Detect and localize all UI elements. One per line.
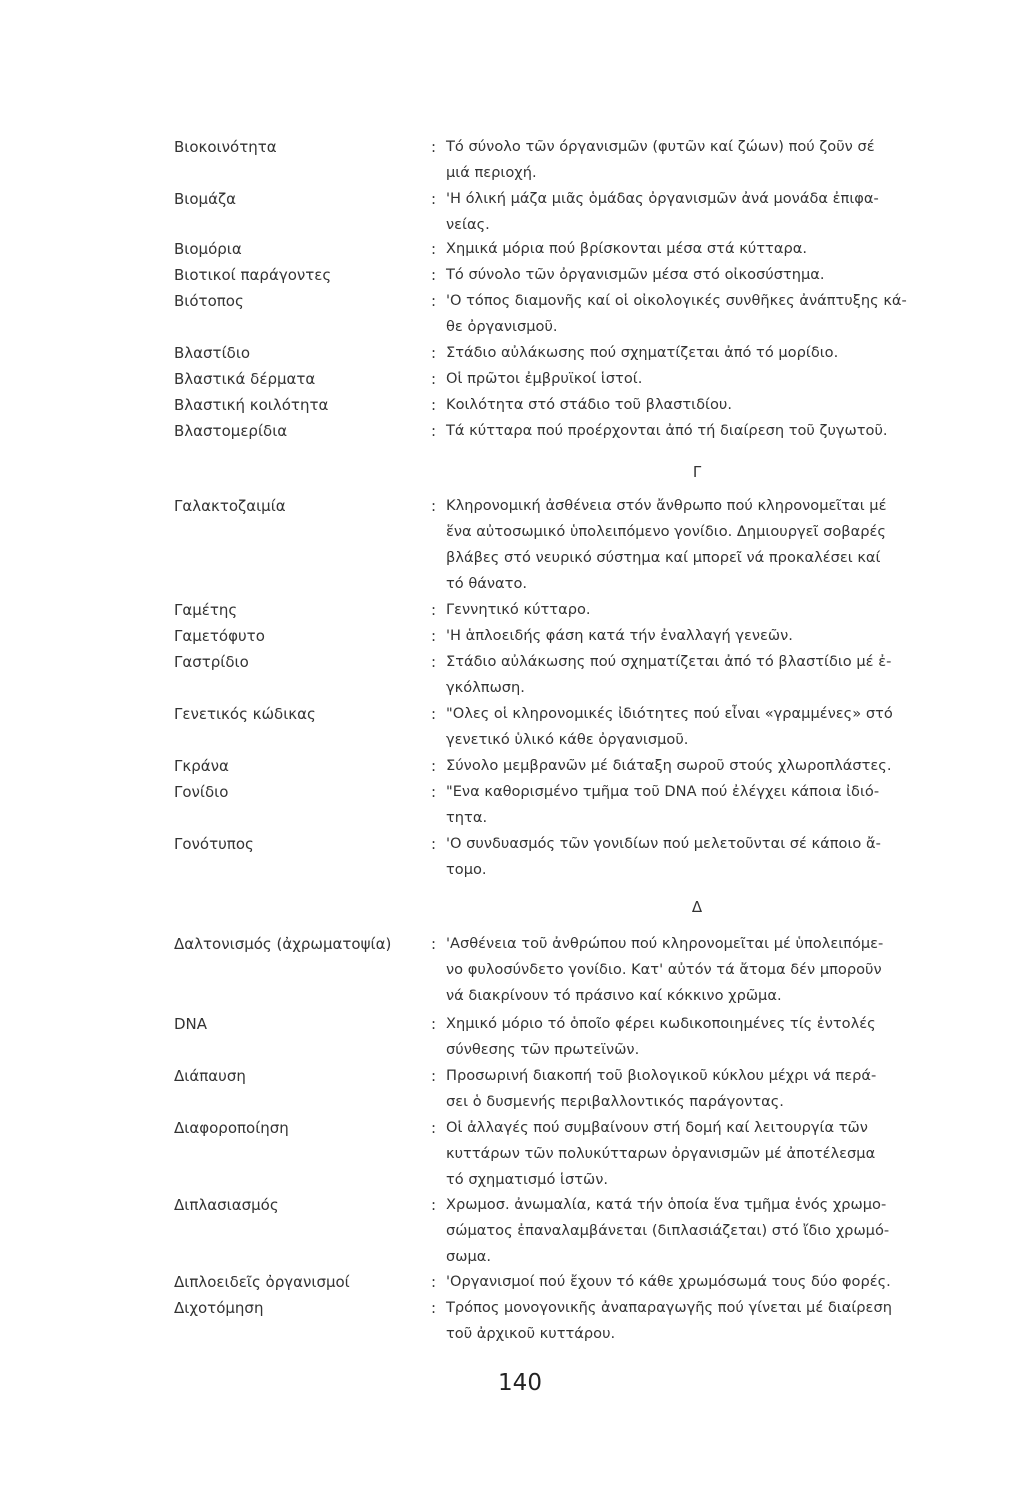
entry-term: Διπλασιασμός <box>174 1196 279 1214</box>
entry-definition <box>446 1011 966 1063</box>
entry-colon: : <box>431 757 437 775</box>
definition-line: νά διακρίνουν τό πράσινο καί κόκκινο χρῶμα. <box>446 987 782 1004</box>
entry-definition <box>446 1269 966 1295</box>
definition-line: Στάδιο αὐλάκωσης πού σχηματίζεται ἀπό τό βλαστίδιο μέ ἐ- <box>446 653 892 670</box>
entry-definition <box>446 262 966 288</box>
entry-definition <box>446 418 966 444</box>
entry-colon: : <box>431 783 437 801</box>
definition-line: σει ὁ δυσμενής περιβαλλοντικός παράγοντας. <box>446 1093 784 1110</box>
definition-line: βλάβες στό νευρικό σύστημα καί μπορεῖ νά προκαλέσει καί <box>446 549 881 566</box>
entry-definition <box>446 597 966 623</box>
definition-line: 'Η ἁπλοειδής φάση κατά τήν ἐναλλαγή γενεῶν. <box>446 627 793 644</box>
entry-term: Διπλοειδεῖς ὀργανισμοί <box>174 1273 350 1291</box>
definition-line: Χρωμοσ. ἀνωμαλία, κατά τήν ὁποία ἕνα τμῆμα ἑνός χρωμο- <box>446 1196 887 1213</box>
entry-term: Βλαστικά δέρματα <box>174 370 316 388</box>
entry-term: Γαμέτης <box>174 601 238 619</box>
definition-line: Κληρονομική ἀσθένεια στόν ἄνθρωπο πού κληρονομεῖται μέ <box>446 497 887 514</box>
definition-line: Τό σύνολο τῶν όργανισμῶν (φυτῶν καί ζώων) πού ζοῦν σέ <box>446 138 875 155</box>
entry-colon: : <box>431 1196 437 1214</box>
entry-colon: : <box>431 1067 437 1085</box>
definition-line: σωμα. <box>446 1248 492 1265</box>
entry-colon: : <box>431 396 437 414</box>
definition-line: Προσωρινή διακοπή τοῦ βιολογικοῦ κύκλου μέχρι νά περά- <box>446 1067 877 1084</box>
definition-line: τό σχηματισμό ἱστῶν. <box>446 1171 608 1188</box>
entry-term: Βλαστομερίδια <box>174 422 288 440</box>
entry-colon: : <box>431 601 437 619</box>
entry-colon: : <box>431 935 437 953</box>
section-letter: Γ <box>692 463 702 481</box>
entry-definition <box>446 779 966 831</box>
definition-line: 'Ο τόπος διαμονῆς καί οἱ οἰκολογικές συνθῆκες ἀνάπτυξης κά- <box>446 292 907 309</box>
entry-colon: : <box>431 1299 437 1317</box>
definition-line: τητα. <box>446 809 488 826</box>
entry-term: Βιοτικοί παράγοντες <box>174 266 332 284</box>
entry-term: Βλαστίδιο <box>174 344 251 362</box>
entry-term: Διαφοροποίηση <box>174 1119 289 1137</box>
entry-colon: : <box>431 292 437 310</box>
definition-line: Γεννητικό κύτταρο. <box>446 601 591 618</box>
entry-term: Γαλακτοζαιμία <box>174 497 286 515</box>
entry-term: Δαλτονισμός (ἀχρωματοψία) <box>174 935 392 953</box>
entry-term: Βιοκοινότητα <box>174 138 277 156</box>
entry-colon: : <box>431 1273 437 1291</box>
entry-term: Γονίδιο <box>174 783 229 801</box>
entry-term: Γονότυπος <box>174 835 254 853</box>
entry-term: Βιομόρια <box>174 240 242 258</box>
definition-line: μιά περιοχή. <box>446 164 537 181</box>
entry-term: Γαστρίδιο <box>174 653 249 671</box>
definition-line: "Ενα καθορισμένο τμῆμα τοῦ DNA πού ἐλέγχει κάποια ἰδιό- <box>446 783 880 800</box>
entry-colon: : <box>431 266 437 284</box>
entry-colon: : <box>431 190 437 208</box>
definition-line: ἕνα αὐτοσωμικό ὑπολειπόμενο γονίδιο. Δημιουργεῖ σοβαρές <box>446 523 886 540</box>
entry-definition <box>446 831 966 883</box>
entry-colon: : <box>431 240 437 258</box>
definition-line: γκόλπωση. <box>446 679 525 696</box>
entry-definition <box>446 1192 966 1270</box>
entry-definition <box>446 340 966 366</box>
entry-term: Διχοτόμηση <box>174 1299 264 1317</box>
definition-line: γενετικό ὑλικό κάθε ὀργανισμοῦ. <box>446 731 689 748</box>
entry-definition <box>446 134 966 186</box>
definition-line: 'Η όλική μάζα μιᾶς ὁμάδας ὀργανισμῶν ἀνά μονάδα ἐπιφα- <box>446 190 879 207</box>
definition-line: Οἱ πρῶτοι ἐμβρυϊκοί ἱστοί. <box>446 370 643 387</box>
definition-line: νείας. <box>446 216 490 233</box>
entry-definition <box>446 186 966 238</box>
definition-line: Χημικά μόρια πού βρίσκονται μέσα στά κύτταρα. <box>446 240 807 257</box>
entry-definition <box>446 649 966 701</box>
definition-line: Στάδιο αὐλάκωσης πού σχηματίζεται ἀπό τό μορίδιο. <box>446 344 839 361</box>
entry-colon: : <box>431 835 437 853</box>
entry-colon: : <box>431 370 437 388</box>
entry-colon: : <box>431 138 437 156</box>
entry-colon: : <box>431 627 437 645</box>
entry-definition <box>446 701 966 753</box>
definition-line: 'Ο συνδυασμός τῶν γονιδίων πού μελετοῦνται σέ κάποιο ἄ- <box>446 835 881 852</box>
definition-line: 'Ασθένεια τοῦ ἀνθρώπου πού κληρονομεῖται μέ ὑπολειπόμε- <box>446 935 884 952</box>
definition-line: τό θάνατο. <box>446 575 528 592</box>
entry-term: Γαμετόφυτο <box>174 627 265 645</box>
definition-line: τοῦ ἀρχικοῦ κυττάρου. <box>446 1325 616 1342</box>
entry-term: DNA <box>174 1015 208 1033</box>
definition-line: 'Οργανισμοί πού ἔχουν τό κάθε χρωμόσωμά τους δύο φορές. <box>446 1273 891 1290</box>
definition-line: Οἱ ἀλλαγές πού συμβαίνουν στή δομή καί λειτουργία τῶν <box>446 1119 868 1136</box>
entry-colon: : <box>431 1119 437 1137</box>
entry-colon: : <box>431 422 437 440</box>
entry-definition <box>446 1295 966 1347</box>
definition-line: νο φυλοσύνδετο γονίδιο. Κατ' αὐτόν τά ἄτομα δέν μποροῦν <box>446 961 882 978</box>
definition-line: Κοιλότητα στό στάδιο τοῦ βλαστιδίου. <box>446 396 732 413</box>
entry-colon: : <box>431 705 437 723</box>
entry-definition <box>446 493 966 597</box>
entry-definition <box>446 366 966 392</box>
entry-definition <box>446 1115 966 1193</box>
definition-line: σύνθεσης τῶν πρωτεϊνῶν. <box>446 1041 640 1058</box>
entry-term: Διάπαυση <box>174 1067 246 1085</box>
entry-colon: : <box>431 344 437 362</box>
definition-line: "Ολες οἱ κληρονομικές ἰδιότητες πού εἶναι «γραμμένες» στό <box>446 705 893 722</box>
definition-line: Σύνολο μεμβρανῶν μέ διάταξη σωροῦ στούς χλωροπλάστες. <box>446 757 892 774</box>
entry-term: Γκράνα <box>174 757 229 775</box>
entry-term: Γενετικός κώδικας <box>174 705 316 723</box>
entry-definition <box>446 931 966 1009</box>
definition-line: Χημικό μόριο τό ὁποῖο φέρει κωδικοποιημένες τίς ἐντολές <box>446 1015 876 1032</box>
entry-term: Βλαστική κοιλότητα <box>174 396 329 414</box>
entry-definition <box>446 288 966 340</box>
definition-line: σώματος ἐπαναλαμβάνεται (διπλασιάζεται) στό ἴδιο χρωμό- <box>446 1222 890 1239</box>
section-letter: Δ <box>691 898 703 916</box>
entry-definition <box>446 623 966 649</box>
entry-colon: : <box>431 1015 437 1033</box>
definition-line: Τρόπος μονογονικῆς ἀναπαραγωγῆς πού γίνεται μέ διαίρεση <box>446 1299 892 1316</box>
definition-line: θε ὀργανισμοῦ. <box>446 318 558 335</box>
definition-line: τομο. <box>446 861 487 878</box>
entry-definition <box>446 236 966 262</box>
entry-definition <box>446 392 966 418</box>
definition-line: κυττάρων τῶν πολυκύτταρων ὀργανισμῶν μέ ἀποτέλεσμα <box>446 1145 876 1162</box>
entry-colon: : <box>431 497 437 515</box>
definition-line: Τό σύνολο τῶν ὀργανισμῶν μέσα στό οἰκοσύστημα. <box>446 266 825 283</box>
entry-definition <box>446 1063 966 1115</box>
entry-colon: : <box>431 653 437 671</box>
page-number: 140 <box>498 1370 542 1396</box>
entry-term: Βιομάζα <box>174 190 237 208</box>
definition-line: Τά κύτταρα πού προέρχονται ἀπό τή διαίρεση τοῦ ζυγωτοῦ. <box>446 422 888 439</box>
entry-term: Βιότοπος <box>174 292 244 310</box>
entry-definition <box>446 753 966 779</box>
